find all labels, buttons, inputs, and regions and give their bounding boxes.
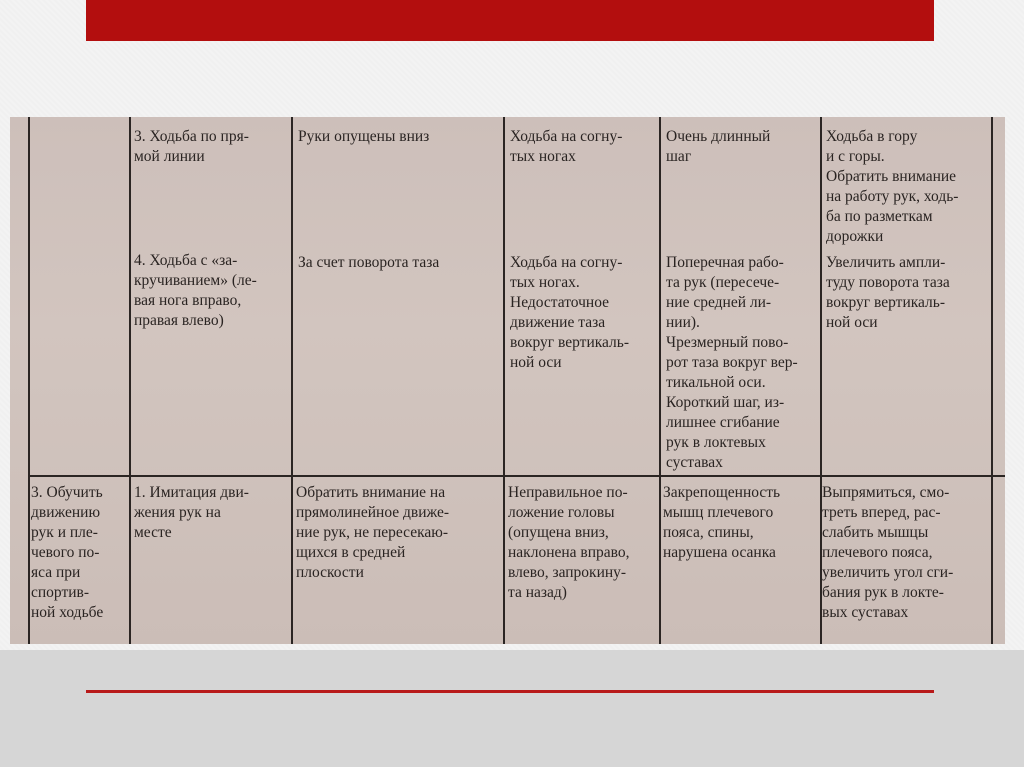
table-column-line	[659, 117, 661, 644]
title-bar	[86, 0, 934, 41]
table-row-line	[28, 475, 1005, 477]
table-cell: Обратить внимание на прямолинейное движе- ние рук, не пересекаю- щихся в средней плоскости	[296, 484, 450, 581]
table-column-line	[291, 117, 293, 644]
table-cell: Ходьба на согну- тых ногах. Недостаточное движение таза вокруг вертикаль- ной оси	[510, 254, 630, 371]
table-cell: Увеличить ампли- туду поворота таза вокруг вертикаль- ной оси	[826, 254, 950, 331]
table-cell: Поперечная рабо- та рук (пересече- ние средней ли- нии). Чрезмерный пово- рот таза вокруг вер- тикальной оси. Короткий шаг, из- лишнее сгибание рук в локтевых суставах	[666, 254, 798, 471]
table-cell: Руки опущены вниз	[298, 128, 430, 145]
table-cell: Ходьба на согну- тых ногах	[510, 128, 623, 165]
table-cell: 4. Ходьба с «за- кручиванием» (ле- вая нога вправо, правая влево)	[134, 252, 257, 329]
table-cell: 3. Обучить движению рук и пле- чевого по- яса при спортив- ной ходьбе	[31, 484, 104, 621]
footer-line	[86, 690, 934, 693]
table-column-line	[991, 117, 993, 644]
table-cell: Выпрямиться, смо- треть вперед, рас- слабить мышцы плечевого пояса, увеличить угол сги- бания рук в локте- вых суставах	[822, 484, 954, 621]
table-column-line	[129, 117, 131, 644]
table-cell: 1. Имитация дви- жения рук на месте	[134, 484, 249, 541]
table-column-line	[503, 117, 505, 644]
slide-bottom-band	[0, 650, 1024, 767]
table-cell: Закрепощенность мышц плечевого пояса, спины, нарушена осанка	[663, 484, 781, 561]
table-photo	[10, 117, 1005, 644]
table-cell: За счет поворота таза	[298, 254, 440, 271]
table-cell: 3. Ходьба по пря- мой линии	[134, 128, 249, 165]
table-cell: Ходьба в гору и с горы. Обратить внимание на работу рук, ходь- ба по разметкам дорожки	[826, 128, 959, 245]
table-column-line	[28, 117, 30, 644]
table-cell: Неправильное по- ложение головы (опущена вниз, наклонена вправо, влево, запрокину- та назад)	[508, 484, 630, 601]
table-cell: Очень длинный шаг	[666, 128, 771, 165]
